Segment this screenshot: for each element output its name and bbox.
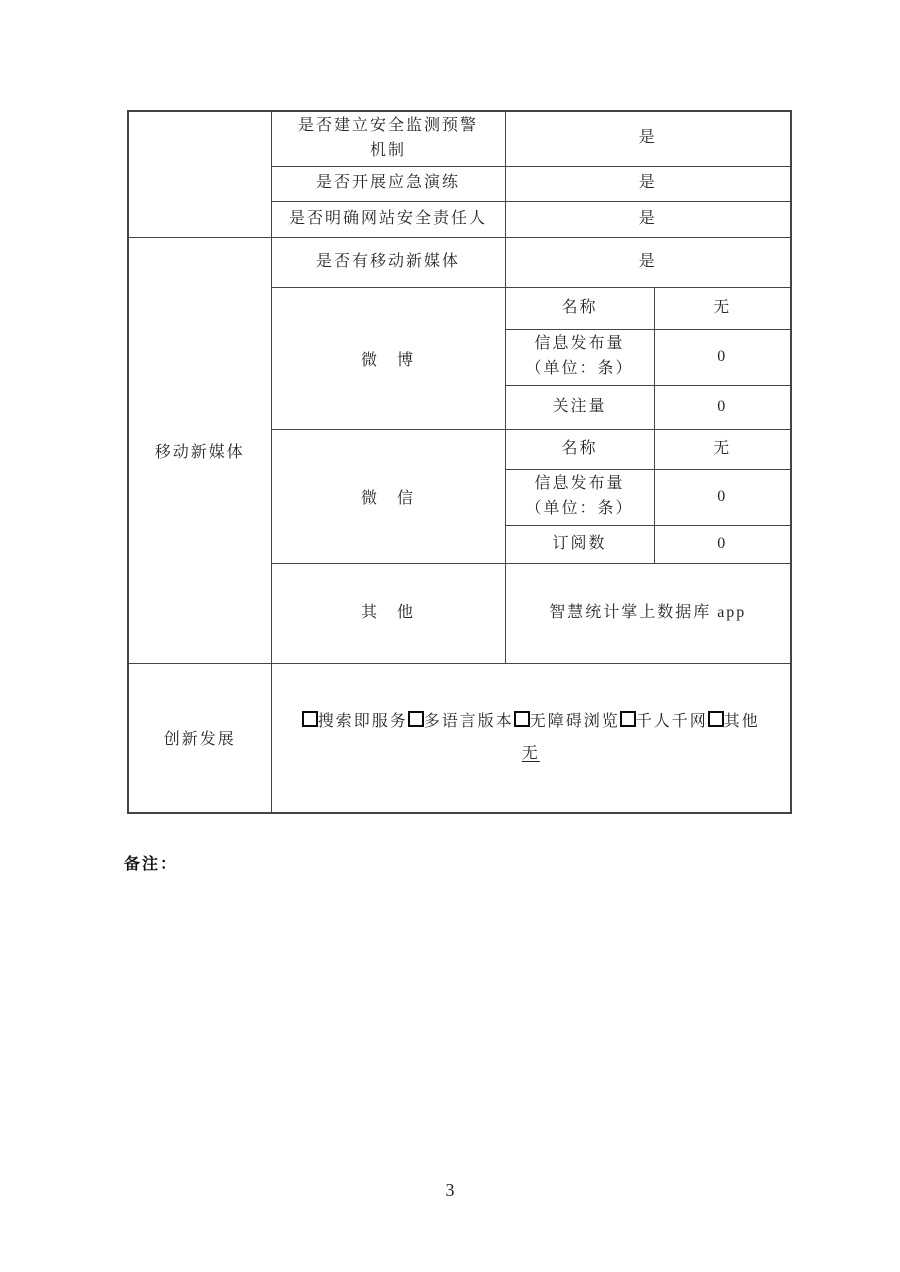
question-label-line2: 机制 xyxy=(369,141,406,159)
field-label: 信息发布量 xyxy=(534,475,625,493)
question-responsible-cell xyxy=(271,201,505,237)
wechat-subscribers-label-cell xyxy=(505,525,654,563)
answer-value: 是 xyxy=(638,129,657,147)
field-label-line2: （单位：条） xyxy=(525,500,634,518)
other-media-label-cell xyxy=(271,563,505,663)
checkbox-icon xyxy=(408,711,424,727)
wechat-posts-label-cell xyxy=(505,469,654,525)
innovation-option-label: 其他 xyxy=(723,712,760,730)
weibo-name-label-cell xyxy=(505,287,654,329)
field-value: 无 xyxy=(713,439,732,457)
field-label-line2: （单位：条） xyxy=(525,360,634,378)
answer-value: 是 xyxy=(638,252,657,270)
innovation-option-label: 多语言版本 xyxy=(423,712,514,730)
question-has-mobile-cell xyxy=(271,237,505,287)
security-section-header-cell xyxy=(128,111,271,237)
answer-has-mobile-cell xyxy=(505,237,791,287)
innovation-option-label: 千人千网 xyxy=(635,712,708,730)
other-media-value-cell xyxy=(505,563,791,663)
question-monitoring-cell xyxy=(271,111,505,166)
field-label: 订阅数 xyxy=(552,534,607,552)
innovation-content-cell xyxy=(271,663,791,813)
section-label: 创新发展 xyxy=(163,731,236,749)
innovation-other-value: 无 xyxy=(521,744,540,762)
section-label: 移动新媒体 xyxy=(154,443,245,461)
table-row xyxy=(128,111,791,166)
checkbox-icon xyxy=(514,711,530,727)
field-label: 其 他 xyxy=(360,603,415,621)
answer-drill-cell xyxy=(505,166,791,201)
notes-label: 备注： xyxy=(124,856,179,873)
wechat-subscribers-value-cell xyxy=(654,525,791,563)
answer-value: 是 xyxy=(638,209,657,227)
page-number: 3 xyxy=(445,1180,455,1200)
annual-report-table xyxy=(127,110,792,814)
checkbox-icon xyxy=(620,711,636,727)
question-label: 是否建立安全监测预警 xyxy=(297,117,478,134)
mobile-media-section-header-cell xyxy=(128,237,271,663)
innovation-option-label: 搜索即服务 xyxy=(317,712,408,730)
weibo-name-value-cell xyxy=(654,287,791,329)
table-row xyxy=(128,237,791,287)
weibo-label: 微 博 xyxy=(360,351,415,369)
wechat-group-cell xyxy=(271,429,505,563)
weibo-followers-value-cell xyxy=(654,385,791,429)
checkbox-icon xyxy=(708,711,724,727)
weibo-posts-label-cell xyxy=(505,329,654,385)
field-label: 信息发布量 xyxy=(534,335,625,353)
field-value: 0 xyxy=(717,487,728,505)
weibo-followers-label-cell xyxy=(505,385,654,429)
field-label: 关注量 xyxy=(552,397,607,415)
innovation-section-header-cell xyxy=(128,663,271,813)
field-value: 0 xyxy=(717,397,728,415)
wechat-label: 微 信 xyxy=(360,489,415,507)
weibo-posts-value-cell xyxy=(654,329,791,385)
field-label: 名称 xyxy=(561,298,598,316)
question-label: 是否开展应急演练 xyxy=(315,174,460,192)
wechat-posts-value-cell xyxy=(654,469,791,525)
field-value: 无 xyxy=(713,298,732,316)
answer-monitoring-cell xyxy=(505,111,791,166)
field-label: 名称 xyxy=(561,439,598,457)
question-label: 是否明确网站安全责任人 xyxy=(288,209,487,227)
innovation-option-label: 无障碍浏览 xyxy=(529,712,620,730)
field-value: 智慧统计掌上数据库 app xyxy=(549,603,747,621)
table-row xyxy=(128,663,791,813)
answer-value: 是 xyxy=(638,174,657,192)
field-value: 0 xyxy=(717,347,728,365)
question-label: 是否有移动新媒体 xyxy=(315,252,460,270)
wechat-name-label-cell xyxy=(505,429,654,469)
question-drill-cell xyxy=(271,166,505,201)
field-value: 0 xyxy=(717,534,728,552)
answer-responsible-cell xyxy=(505,201,791,237)
wechat-name-value-cell xyxy=(654,429,791,469)
checkbox-icon xyxy=(302,711,318,727)
weibo-group-cell xyxy=(271,287,505,429)
